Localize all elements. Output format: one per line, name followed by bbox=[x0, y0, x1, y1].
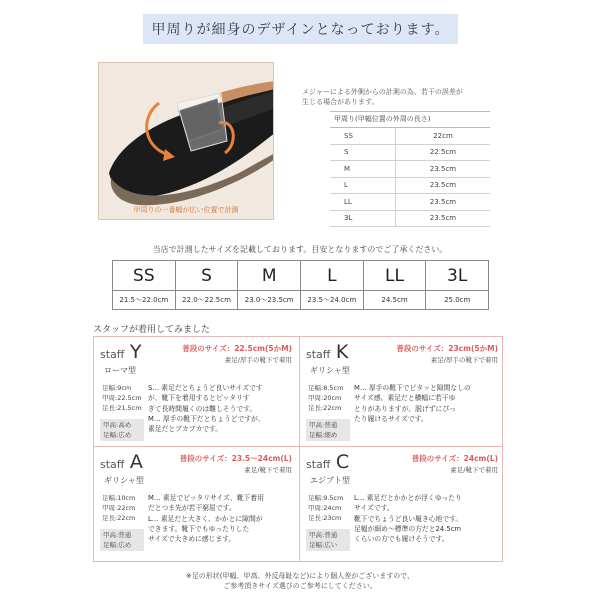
value-cell: 23.5cm bbox=[429, 181, 457, 190]
staff-name bbox=[306, 341, 348, 363]
usual-size: 普段のサイズ：23cm(5かM) bbox=[396, 344, 498, 353]
usual-size-note: 素足/厚手の靴下で着用 bbox=[224, 356, 292, 364]
foot-length: 足長:21.5cm bbox=[102, 404, 142, 412]
fit-comment: L… 素足だとかかとが浮くゆったり サイズです。 靴下でちょうど良い履き心地です。 足幅が細め〜標準の方だと24.5cm くらいの方でも履けそうです。 bbox=[354, 494, 463, 544]
instep-height: 甲高:高め bbox=[103, 421, 132, 429]
foot-width: 足幅:8.5cm bbox=[308, 384, 344, 392]
staff-prefix: staff bbox=[100, 348, 125, 361]
size-label: L bbox=[301, 261, 363, 291]
footnote-line-1: ※足の形状(甲幅、甲高、外反母趾など)により個人差がございますので、 bbox=[185, 572, 415, 580]
value-cell: 23.5cm bbox=[429, 164, 457, 173]
usual-size: 普段のサイズ：24cm(L) bbox=[411, 454, 498, 463]
fit-comment: M… 厚手の靴下でピタッと隙間なしの サイズ感。素足だと横幅に若干ゆ とりがありますが、脱げずにぴっ たり履けるサイズです。 bbox=[354, 384, 471, 423]
foot-type: エジプト型 bbox=[310, 476, 350, 485]
instep-girth: 甲周:22cm bbox=[102, 504, 136, 512]
foot-measurements bbox=[308, 493, 343, 523]
staff-name bbox=[100, 451, 143, 473]
value-cell: 22.5cm bbox=[429, 148, 457, 157]
size-range-table bbox=[112, 260, 489, 310]
size-cell: SS bbox=[330, 128, 396, 144]
instep-height: 甲高:普通 bbox=[309, 531, 338, 539]
instep-size-table bbox=[330, 111, 490, 227]
staff-card-y bbox=[94, 337, 298, 445]
size-cell: L bbox=[330, 178, 396, 194]
usual-size-note: 素足/靴下で着用 bbox=[450, 466, 498, 474]
size-label: S bbox=[176, 261, 238, 291]
foot-type: ローマ型 bbox=[104, 366, 136, 375]
size-column-ll bbox=[364, 261, 427, 309]
foot-measurements bbox=[102, 383, 142, 413]
loafer-illustration bbox=[99, 63, 274, 220]
foot-shape-box bbox=[306, 419, 350, 441]
size-range: 25.0cm bbox=[444, 296, 471, 304]
staff-letter: Y bbox=[129, 341, 142, 363]
size-column-s bbox=[176, 261, 239, 309]
size-range: 21.5〜22.0cm bbox=[119, 296, 169, 304]
disclaimer-line-2: 生じる場合があります。 bbox=[302, 98, 379, 106]
foot-shape-box bbox=[100, 419, 144, 441]
fit-comment: M… 素足でピッタリサイズ、靴下着用 だとつま先が若干窮屈です。 L… 素足だと大きく、かかとに隙間が できます。靴下でもゆったりした サイズで大きめに感じます。 bbox=[148, 494, 265, 544]
fit-comment: S… 素足だとちょうど良いサイズです が、靴下を着用するとピッタリす ぎて長時間履くのは難しそうです。 M… 厚手の靴下だとちょうどですが、 素足だとブカブカです。 bbox=[148, 384, 265, 434]
instep-table-header: 甲周り(甲幅位置の外周の長さ) bbox=[330, 111, 490, 128]
foot-length: 足長:23cm bbox=[308, 514, 342, 522]
usual-size-note: 素足/厚手の靴下で着用 bbox=[430, 356, 498, 364]
table-row bbox=[330, 178, 490, 195]
value-cell: 23.5cm bbox=[429, 197, 457, 206]
size-label: M bbox=[238, 261, 300, 291]
footnote-line-2: ご参考頂きサイズ選びのご参考にしてください。 bbox=[223, 582, 377, 590]
foot-shape-box bbox=[100, 529, 144, 551]
instep-girth: 甲周:20cm bbox=[308, 394, 342, 402]
disclaimer-line-1: メジャーによる外側からの計測の為、若干の誤差が bbox=[302, 88, 463, 96]
product-photo bbox=[98, 62, 274, 220]
foot-width: 足幅:10cm bbox=[102, 494, 136, 502]
foot-type: ギリシャ型 bbox=[310, 366, 350, 375]
size-column-ss bbox=[113, 261, 176, 309]
photo-caption: 甲周りの一番幅が広い位置で計測 bbox=[133, 206, 239, 214]
staff-name bbox=[100, 341, 141, 363]
instep-height: 甲高:普通 bbox=[309, 421, 338, 429]
staff-section-heading: スタッフが着用してみました bbox=[93, 325, 211, 335]
usual-size: 普段のサイズ：23.5〜24cm(L) bbox=[179, 454, 292, 463]
size-label: 3L bbox=[426, 261, 488, 291]
staff-letter: C bbox=[335, 451, 350, 473]
table-row bbox=[330, 145, 490, 162]
foot-length: 足長:22cm bbox=[102, 514, 136, 522]
staff-letter: K bbox=[335, 341, 349, 363]
instep-girth: 甲周:24cm bbox=[308, 504, 342, 512]
size-range: 22.0〜22.5cm bbox=[182, 296, 231, 304]
measurement-note: 当店で計測したサイズを記載しております。目安となりますのでご了承ください。 bbox=[152, 245, 448, 254]
size-range: 23.0〜23.5cm bbox=[244, 296, 294, 304]
foot-shape-box bbox=[306, 529, 350, 551]
staff-name bbox=[306, 451, 349, 473]
size-cell: 3L bbox=[330, 211, 396, 227]
foot-length: 足長:22cm bbox=[308, 404, 342, 412]
staff-card-a bbox=[94, 447, 298, 555]
value-cell: 22cm bbox=[433, 131, 453, 140]
size-label: LL bbox=[364, 261, 426, 291]
instep-height: 甲高:普通 bbox=[103, 531, 132, 539]
table-row bbox=[330, 194, 490, 211]
size-cell: S bbox=[330, 145, 396, 161]
measure-disclaimer bbox=[302, 87, 502, 107]
staff-prefix: staff bbox=[306, 348, 331, 361]
foot-width-level: 足幅:細め bbox=[309, 431, 338, 439]
value-cell: 23.5cm bbox=[429, 214, 457, 223]
foot-measurements bbox=[308, 383, 343, 413]
size-cell: M bbox=[330, 161, 396, 177]
staff-review-grid bbox=[93, 336, 503, 562]
size-column-3l bbox=[426, 261, 488, 309]
usual-size: 普段のサイズ：22.5cm(5かM) bbox=[182, 344, 292, 353]
foot-width: 足幅:9.5cm bbox=[308, 494, 344, 502]
foot-width-level: 足幅:広め bbox=[103, 541, 132, 549]
staff-card-c bbox=[300, 447, 504, 555]
foot-width-level: 足幅:広め bbox=[103, 431, 132, 439]
footnote bbox=[0, 571, 600, 591]
table-row bbox=[330, 161, 490, 178]
size-range: 23.5〜24.0cm bbox=[307, 296, 357, 304]
staff-card-k bbox=[300, 337, 504, 445]
header-title: 甲周りが細身のデザインとなっております。 bbox=[151, 22, 450, 38]
foot-width-level: 足幅:広い bbox=[309, 541, 338, 549]
header-banner bbox=[143, 14, 458, 44]
foot-width: 足幅:9cm bbox=[102, 384, 132, 392]
foot-type: ギリシャ型 bbox=[104, 476, 144, 485]
size-column-l bbox=[301, 261, 364, 309]
size-range: 24.5cm bbox=[381, 296, 408, 304]
table-row bbox=[330, 211, 490, 228]
staff-letter: A bbox=[129, 451, 143, 473]
staff-prefix: staff bbox=[306, 458, 331, 471]
usual-size-note: 素足/靴下で着用 bbox=[244, 466, 292, 474]
size-label: SS bbox=[113, 261, 175, 291]
size-column-m bbox=[238, 261, 301, 309]
foot-measurements bbox=[102, 493, 135, 523]
instep-girth: 甲周:22.5cm bbox=[102, 394, 142, 402]
staff-prefix: staff bbox=[100, 458, 125, 471]
size-cell: LL bbox=[330, 194, 396, 210]
table-row bbox=[330, 128, 490, 145]
